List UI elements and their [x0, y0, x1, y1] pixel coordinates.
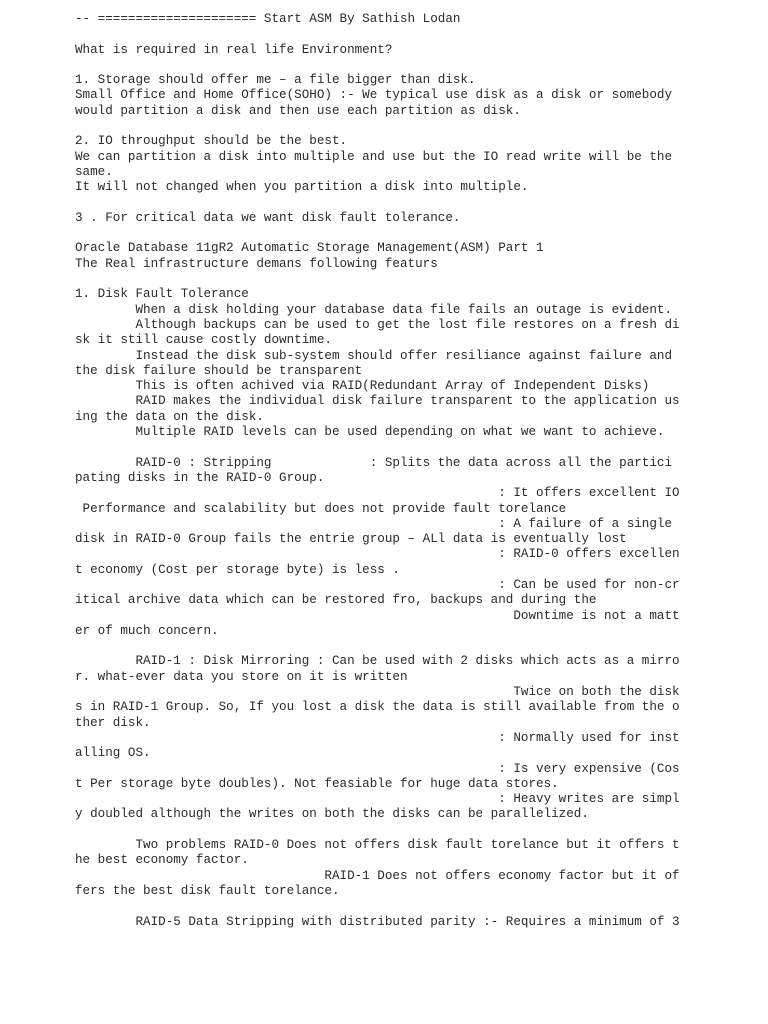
document-line: the disk failure should be transparent: [75, 363, 363, 378]
document-line: It will not changed when you partition a disk into multiple.: [75, 180, 529, 195]
document-line: [75, 639, 680, 654]
document-line: Performance and scalability but does not provide fault torelance: [75, 501, 567, 516]
document-line: We can partition a disk into multiple and use but the IO read write will be the: [75, 149, 673, 164]
document-line: RAID-1 Does not offers economy factor but it of: [75, 868, 680, 883]
document-line: : RAID-0 offers excellen: [75, 547, 680, 562]
document-line: : Heavy writes are simpl: [75, 792, 680, 807]
document-line: s in RAID-1 Group. So, If you lost a disk the data is still available from the o: [75, 700, 680, 715]
document-line: alling OS.: [75, 746, 151, 761]
document-line: sk it still cause costly downtime.: [75, 333, 332, 348]
document-line: fers the best disk fault torelance.: [75, 883, 340, 898]
document-line: r. what-ever data you store on it is written: [75, 669, 408, 684]
document-line: RAID-5 Data Stripping with distributed parity :- Requires a minimum of 3: [75, 914, 680, 929]
document-line: 3 . For critical data we want disk fault tolerance.: [75, 210, 461, 225]
document-line: RAID-1 : Disk Mirroring : Can be used with 2 disks which acts as a mirro: [75, 654, 680, 669]
document-line: Two problems RAID-0 Does not offers disk fault torelance but it offers t: [75, 838, 680, 853]
document-line: [75, 119, 680, 134]
document-line: : A failure of a single: [75, 516, 673, 531]
document-line: -- ===================== Start ASM By Sathish Lodan: [75, 12, 461, 26]
document-line: Twice on both the disk: [75, 685, 680, 700]
document-line: : Can be used for non-cr: [75, 577, 680, 592]
document-line: 2. IO throughput should be the best.: [75, 134, 348, 149]
document-line: RAID makes the individual disk failure transparent to the application us: [75, 394, 680, 409]
document-line: : Normally used for inst: [75, 730, 680, 745]
document-line: 1. Storage should offer me – a file bigger than disk.: [75, 73, 476, 88]
document-line: : It offers excellent IO: [75, 486, 680, 501]
document-line: same.: [75, 164, 113, 179]
document-line: ing the data on the disk.: [75, 409, 264, 424]
document-text: [75, 12, 680, 930]
document-line: RAID-0 : Stripping : Splits the data across all the partici: [75, 455, 673, 470]
document-line: [75, 226, 680, 241]
document-line: [75, 823, 680, 838]
document-line: Downtime is not a matt: [75, 608, 680, 623]
document-line: : Is very expensive (Cos: [75, 761, 680, 776]
document-line: y doubled although the writes on both the disks can be parallelized.: [75, 807, 589, 822]
document-line: The Real infrastructure demans following featurs: [75, 256, 438, 271]
document-line: disk in RAID-0 Group fails the entrie group – ALl data is eventually lost: [75, 532, 627, 547]
document-line: Oracle Database 11gR2 Automatic Storage Management(ASM) Part 1: [75, 241, 544, 256]
document-line: he best economy factor.: [75, 853, 249, 868]
document-line: What is required in real life Environment?: [75, 42, 393, 57]
document-line: er of much concern.: [75, 623, 219, 638]
document-line: ther disk.: [75, 715, 151, 730]
document-line: [75, 272, 680, 287]
document-line: Instead the disk sub-system should offer resiliance against failure and: [75, 348, 673, 363]
document-line: would partition a disk and then use each partition as disk.: [75, 103, 521, 118]
document-line: t Per storage byte doubles). Not feasiable for huge data stores.: [75, 776, 559, 791]
document-line: [75, 196, 680, 211]
document-line: t economy (Cost per storage byte) is less .: [75, 562, 400, 577]
document-line: [75, 440, 680, 455]
document-line: When a disk holding your database data file fails an outage is evident.: [75, 302, 673, 317]
document-line: [75, 58, 680, 73]
document-line: pating disks in the RAID-0 Group.: [75, 470, 325, 485]
document-line: itical archive data which can be restored fro, backups and during the: [75, 593, 597, 608]
document-line: [75, 27, 680, 42]
document-line: Although backups can be used to get the lost file restores on a fresh di: [75, 317, 680, 332]
document-line: [75, 899, 680, 914]
document-line: 1. Disk Fault Tolerance: [75, 287, 249, 302]
document-line: Multiple RAID levels can be used depending on what we want to achieve.: [75, 425, 665, 440]
document-line: This is often achived via RAID(Redundant Array of Independent Disks): [75, 379, 650, 394]
document-line: Small Office and Home Office(SOHO) :- We typical use disk as a disk or somebody: [75, 88, 673, 103]
